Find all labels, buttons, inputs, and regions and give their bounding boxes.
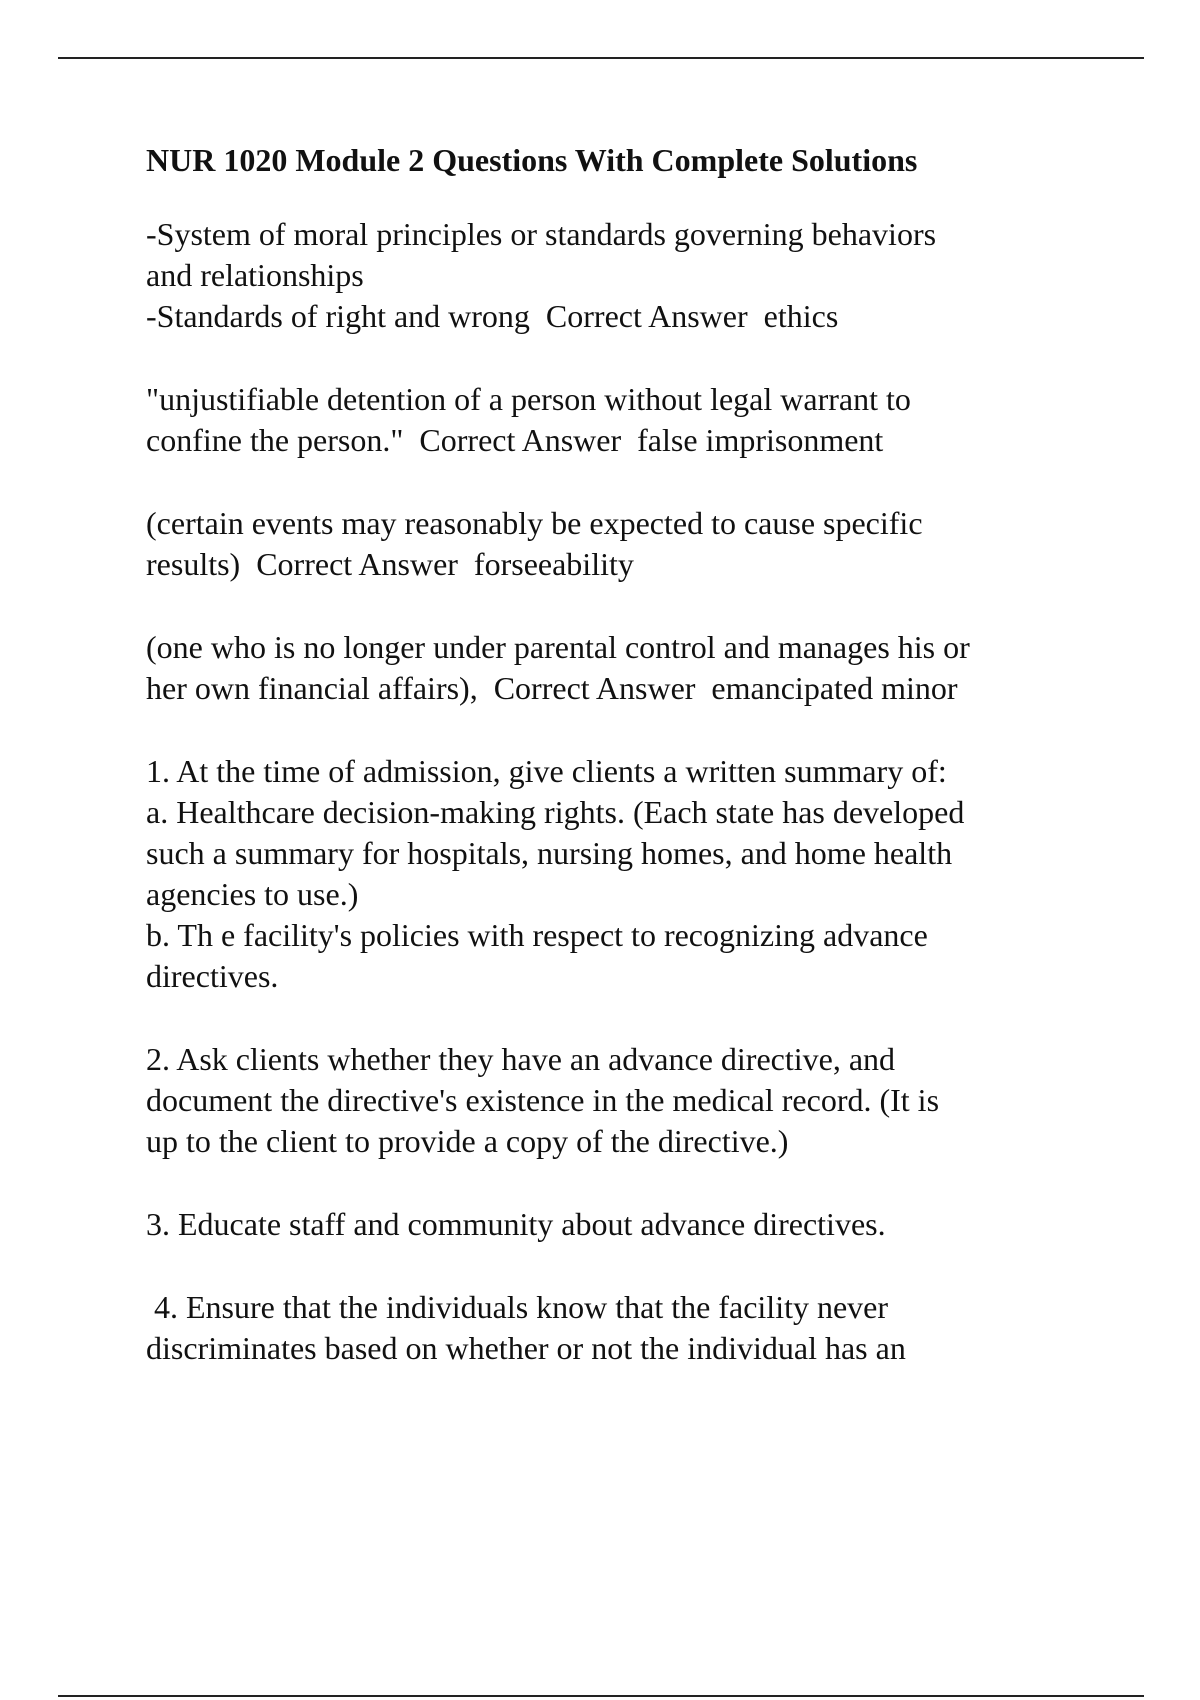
- document-body: [146, 140, 1106, 1411]
- text-line: -Standards of right and wrong Correct Answer ethics: [146, 298, 839, 334]
- text-line: 3. Educate staff and community about advance directives.: [146, 1206, 886, 1242]
- qa-block-false-imprisonment: [146, 379, 1106, 461]
- text-line: document the directive's existence in the medical record. (It is: [146, 1082, 940, 1118]
- text-line: 2. Ask clients whether they have an advance directive, and: [146, 1041, 896, 1077]
- text-line: confine the person." Correct Answer false imprisonment: [146, 422, 884, 458]
- text-line: agencies to use.): [146, 876, 359, 912]
- top-rule: [58, 57, 1144, 59]
- text-line: discriminates based on whether or not the individual has an: [146, 1330, 906, 1366]
- text-line: up to the client to provide a copy of the directive.): [146, 1123, 789, 1159]
- text-line: such a summary for hospitals, nursing homes, and home health: [146, 835, 953, 871]
- text-line: (certain events may reasonably be expected to cause specific: [146, 505, 923, 541]
- text-line: her own financial affairs), Correct Answer emancipated minor: [146, 670, 958, 706]
- text-line: "unjustifiable detention of a person without legal warrant to: [146, 381, 911, 417]
- bottom-rule: [58, 1695, 1144, 1697]
- text-line: results) Correct Answer forseeability: [146, 546, 634, 582]
- qa-block-ethics: [146, 214, 1106, 337]
- advance-directive-step-2: [146, 1039, 1106, 1162]
- text-line: 1. At the time of admission, give clients a written summary of:: [146, 753, 947, 789]
- text-line: and relationships: [146, 257, 364, 293]
- text-line: directives.: [146, 958, 279, 994]
- advance-directive-step-3: [146, 1204, 1106, 1245]
- text-line: b. Th e facility's policies with respect to recognizing advance: [146, 917, 928, 953]
- text-line: -System of moral principles or standards governing behaviors: [146, 216, 937, 252]
- qa-block-forseeability: [146, 503, 1106, 585]
- text-line: (one who is no longer under parental control and manages his or: [146, 629, 970, 665]
- advance-directive-step-1: [146, 751, 1106, 997]
- qa-block-emancipated-minor: [146, 627, 1106, 709]
- document-title: NUR 1020 Module 2 Questions With Complete Solutions: [146, 142, 918, 178]
- text-line: a. Healthcare decision-making rights. (Each state has developed: [146, 794, 965, 830]
- text-line: 4. Ensure that the individuals know that the facility never: [146, 1289, 889, 1325]
- advance-directive-step-4: [146, 1287, 1106, 1369]
